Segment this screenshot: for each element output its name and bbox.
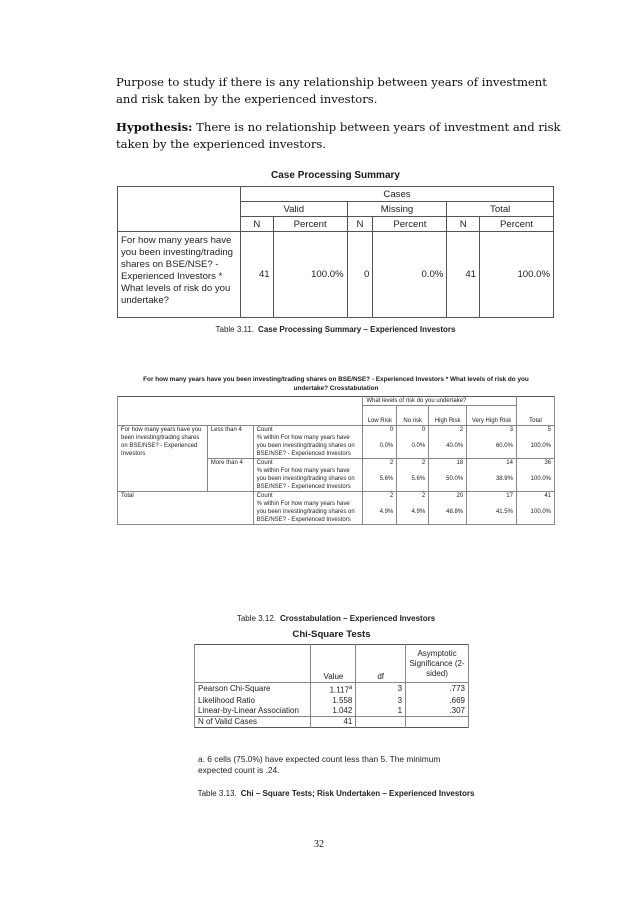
col-header-low-risk: Low Risk (363, 406, 397, 426)
subheader: Percent (373, 217, 447, 232)
cell: 0 (363, 426, 397, 435)
linear-value: 1.042 (311, 706, 356, 717)
n-valid-sig (406, 716, 469, 727)
cell: 48.8% (429, 500, 467, 525)
pct-label: % within For how many years have you been investing/trading shares on BSE/NSE? - Experienced Investors (253, 434, 363, 459)
col-significance: Asymptotic Significance (2-sided) (406, 645, 469, 683)
cases-header: Cases (241, 187, 554, 202)
subheader: N (447, 217, 480, 232)
page-number: 32 (314, 839, 324, 850)
cell: 5 (516, 426, 554, 435)
hypothesis-label: Hypothesis: (116, 120, 193, 134)
cell: 41.5% (467, 500, 517, 525)
crosstab-corner (118, 397, 363, 426)
row-likelihood: Likelihood Ratio (195, 696, 311, 706)
row-less-than-4: Less than 4 (207, 426, 253, 459)
row-linear: Linear-by-Linear Association (195, 706, 311, 717)
row-n-valid: N of Valid Cases (195, 716, 311, 727)
n-valid-value: 41 (311, 716, 356, 727)
row-pearson: Pearson Chi-Square (195, 683, 311, 696)
cell: 0.0% (397, 434, 429, 459)
group-valid: Valid (241, 202, 348, 217)
cell: 2 (363, 459, 397, 468)
cell: 100.0% (516, 434, 554, 459)
subheader: N (347, 217, 373, 232)
case-processing-summary-table (117, 186, 554, 318)
col-total-header: Total (516, 397, 554, 426)
chi-square-footnote: a. 6 cells (75.0%) have expected count less than 5. The minimum expected count is .24. (198, 754, 441, 775)
cell: 2 (397, 459, 429, 468)
subheader: Percent (479, 217, 553, 232)
chi-corner (195, 645, 311, 683)
valid-n: 41 (241, 232, 274, 318)
pearson-sig: .773 (406, 683, 469, 696)
cell: 100.0% (516, 500, 554, 525)
cell: 4.9% (363, 500, 397, 525)
cell: 60.0% (467, 434, 517, 459)
crosstabulation-table (117, 396, 555, 525)
hypothesis-paragraph (116, 119, 566, 153)
row-variable-label: For how many years have you been investing/trading shares on BSE/NSE? - Experienced Investors (118, 426, 208, 492)
pct-label: % within For how many years have you been investing/trading shares on BSE/NSE? - Experienced Investors (253, 467, 363, 492)
col-group-header: What levels of risk do you undertake? (363, 397, 517, 406)
crosstab-title: For how many years have you been investing/trading shares on BSE/NSE? - Experienced Investors * What levels of risk do you undertake? Crosstabulation (143, 376, 529, 392)
subheader: N (241, 217, 274, 232)
cell: 0 (397, 426, 429, 435)
cell: 2 (363, 492, 397, 501)
col-header-very-high-risk: Very High Risk (467, 406, 517, 426)
cell: 17 (467, 492, 517, 501)
cell: 50.0% (429, 467, 467, 492)
group-total: Total (447, 202, 554, 217)
caption-3-13: Table 3.13. Chi – Square Tests; Risk Undertaken – Experienced Investors (197, 789, 475, 798)
group-missing: Missing (347, 202, 447, 217)
cell: 2 (429, 426, 467, 435)
row-more-than-4: More than 4 (207, 459, 253, 492)
count-label: Count (253, 492, 363, 501)
hypothesis-text: There is no relationship between years of investment and risk taken by the experienced investors. (116, 120, 561, 151)
cell: 36 (516, 459, 554, 468)
caption-3-12: Table 3.12. Crosstabulation – Experienced Investors (236, 614, 436, 623)
col-df: df (356, 645, 406, 683)
likelihood-value: 1.558 (311, 696, 356, 706)
col-header-high-risk: High Risk (429, 406, 467, 426)
purpose-paragraph: Purpose to study if there is any relationship between years of investment and risk taken by the experienced investors. (116, 75, 547, 106)
corner-cell (118, 187, 241, 232)
linear-sig: .307 (406, 706, 469, 717)
cell: 2 (397, 492, 429, 501)
subheader: Percent (273, 217, 347, 232)
col-header-no-risk: No risk (397, 406, 429, 426)
cell: 100.0% (516, 467, 554, 492)
row-label: For how many years have you been investing/trading shares on BSE/NSE? - Experienced Investors * What levels of risk do you undertake? (118, 232, 241, 318)
cell: 20 (429, 492, 467, 501)
cell: 3 (467, 426, 517, 435)
missing-percent: 0.0% (373, 232, 447, 318)
cell: 38.9% (467, 467, 517, 492)
pearson-value: 1.117$^a$ (311, 683, 356, 696)
cell: 18 (429, 459, 467, 468)
chi-square-table (194, 644, 469, 728)
col-value: Value (311, 645, 356, 683)
cell: 40.0% (429, 434, 467, 459)
chi-square-title: Chi-Square Tests (292, 629, 371, 640)
row-total: Total (118, 492, 254, 525)
n-valid-df (356, 716, 406, 727)
likelihood-sig: .669 (406, 696, 469, 706)
case-summary-title: Case Processing Summary (271, 170, 400, 181)
likelihood-df: 3 (356, 696, 406, 706)
cell: 5.6% (363, 467, 397, 492)
missing-n: 0 (347, 232, 373, 318)
caption-3-11: Table 3.11. Case Processing Summary – Experienced Investors (215, 325, 456, 334)
count-label: Count (253, 459, 363, 468)
cell: 5.6% (397, 467, 429, 492)
total-percent: 100.0% (479, 232, 553, 318)
linear-df: 1 (356, 706, 406, 717)
cell: 14 (467, 459, 517, 468)
cell: 4.9% (397, 500, 429, 525)
valid-percent: 100.0% (273, 232, 347, 318)
count-label: Count (253, 426, 363, 435)
cell: 41 (516, 492, 554, 501)
total-n: 41 (447, 232, 480, 318)
pearson-df: 3 (356, 683, 406, 696)
pct-label: % within For how many years have you been investing/trading shares on BSE/NSE? - Experienced Investors (253, 500, 363, 525)
cell: 0.0% (363, 434, 397, 459)
